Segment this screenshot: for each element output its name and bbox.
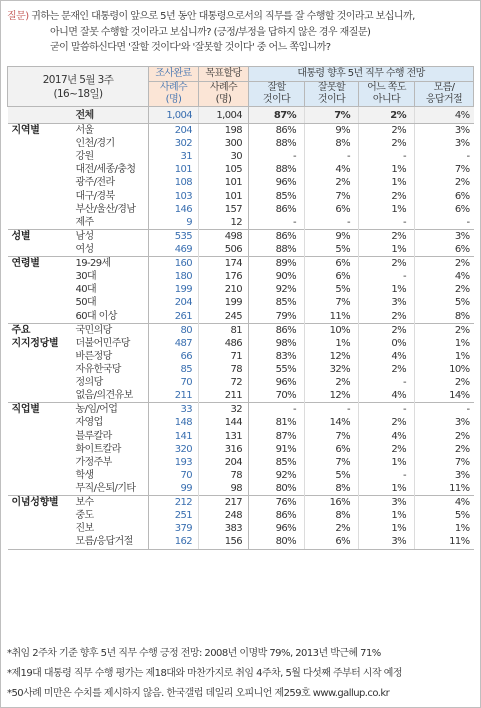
cell-weighted: 174 [199,257,249,271]
row-label: 정의당 [75,377,103,389]
row-label: 모름/응답거절 [72,535,149,549]
cell-dont-know: 7% [415,163,474,176]
cell-bad: 7% [305,190,359,203]
cell-good: 55% [249,363,305,376]
table-row [8,190,474,203]
cell-good: 86% [249,124,305,138]
cell-good: 89% [249,257,305,271]
row-label: 자영업 [75,417,103,429]
group-label: 성별 [8,229,72,243]
cell-good: 96% [249,522,305,535]
cell-sample: 66 [149,350,199,363]
table-row [8,443,474,456]
cell-dont-know: 3% [415,416,474,429]
cell-good: 70% [249,389,305,403]
cell-bad: 6% [305,535,359,549]
cell-sample: 108 [149,176,199,189]
cell-weighted: 211 [199,389,249,403]
cell-good: 92% [249,469,305,482]
cell-neither: - [359,150,415,163]
cell-dont-know: 5% [415,296,474,309]
question-line-3: 굳이 말씀하신다면 '잘할 것이다'와 '잘못할 것이다' 중 어느 쪽입니까? [50,42,331,53]
cell-sample: 320 [149,443,199,456]
cell-bad: - [305,216,359,230]
cell-sample: 1,004 [149,107,199,124]
cell-neither: 1% [359,283,415,296]
table-row [8,124,474,138]
table-row [8,535,474,549]
cell-good: 80% [249,535,305,549]
cell-good: - [249,150,305,163]
table-row [8,310,474,324]
table-row-total [8,107,474,124]
cell-neither: 3% [359,496,415,510]
row-label: 가정주부 [75,456,112,468]
cell-dont-know: 1% [415,522,474,535]
footnotes [7,644,477,704]
cell-weighted: 198 [199,124,249,138]
cell-weighted: 72 [199,376,249,389]
cell-neither: 2% [359,137,415,150]
cell-weighted: 1,004 [199,107,249,124]
cell-good: 79% [249,310,305,324]
cell-neither: 1% [359,243,415,257]
cell-good: - [249,216,305,230]
row-label: 더불어민주당 [75,337,130,349]
group-label: 연령별 [8,257,72,271]
cell-weighted: 498 [199,229,249,243]
cell-neither: 0% [359,337,415,350]
cell-weighted: 245 [199,310,249,324]
table-row [8,216,474,230]
cell-bad: 6% [305,257,359,271]
group-label: 이념성향별 [8,496,72,510]
table-row [8,337,474,350]
table-row [8,363,474,376]
cell-dont-know: 3% [415,124,474,138]
row-label: 60대 이상 [75,310,117,322]
cell-weighted: 101 [199,176,249,189]
cell-neither: - [359,216,415,230]
table-row [8,296,474,309]
cell-dont-know: 3% [415,137,474,150]
cell-good: 80% [249,482,305,496]
table-title: 2017년 5월 3주 [42,73,114,86]
cell-weighted: 131 [199,430,249,443]
row-label: 학생 [75,469,94,481]
cell-dont-know: 1% [415,337,474,350]
cell-bad: 4% [305,163,359,176]
cell-weighted: 101 [199,190,249,203]
cell-bad: 6% [305,270,359,283]
table-row [8,270,474,283]
cell-dont-know: 14% [415,389,474,403]
cell-bad: 7% [305,430,359,443]
cell-bad: 5% [305,469,359,482]
table-body [8,107,474,550]
cell-bad: - [305,150,359,163]
cell-dont-know: 3% [415,229,474,243]
footnote-2: *제19대 대통령 직무 수행 평가는 제18대와 마찬가지로 취임 4주차, 5월 다섯째 주부터 시작 예정 [7,668,402,679]
cell-sample: 85 [149,363,199,376]
cell-weighted: 210 [199,283,249,296]
cell-good: 83% [249,350,305,363]
cell-good: 91% [249,443,305,456]
row-label: 중도 [75,510,94,522]
row-label: 남성 [72,229,149,243]
cell-good: 81% [249,416,305,429]
table-row [8,469,474,482]
row-label: 40대 [75,284,97,296]
cell-sample: 261 [149,310,199,324]
row-label: 화이트칼라 [75,443,121,455]
cell-good: 88% [249,243,305,257]
cell-bad: 8% [305,509,359,522]
cell-bad: 6% [305,203,359,216]
row-label: 인천/경기 [75,138,115,150]
cell-bad: 5% [305,243,359,257]
cell-dont-know: 6% [415,243,474,257]
cell-bad: 2% [305,176,359,189]
group-label: 지역별 [11,125,40,137]
row-label: 보수 [72,496,149,510]
cell-dont-know: 3% [415,469,474,482]
cell-bad: 16% [305,496,359,510]
cell-bad: 9% [305,124,359,138]
cell-bad: 9% [305,229,359,243]
cell-bad: 32% [305,363,359,376]
cell-sample: 103 [149,190,199,203]
cell-neither: 4% [359,389,415,403]
cell-neither: 1% [359,203,415,216]
cell-sample: 80 [149,323,199,337]
cell-neither: 4% [359,430,415,443]
cell-dont-know: 6% [415,203,474,216]
cell-bad: 12% [305,350,359,363]
cell-weighted: 217 [199,496,249,510]
cell-sample: 487 [149,337,199,350]
cell-bad: 2% [305,376,359,389]
cell-weighted: 316 [199,443,249,456]
cell-bad: 12% [305,389,359,403]
cell-sample: 251 [149,509,199,522]
header-weighted: 사례수 (명) [199,82,249,107]
cell-good: 96% [249,376,305,389]
cell-good: 87% [249,107,305,124]
cell-sample: 204 [149,296,199,309]
cell-dont-know: 10% [415,363,474,376]
row-label: 50대 [75,297,97,309]
cell-sample: 141 [149,430,199,443]
cell-good: 88% [249,163,305,176]
cell-sample: 211 [149,389,199,403]
row-label: 바른정당 [75,350,112,362]
table-row [8,456,474,469]
cell-weighted: 78 [199,363,249,376]
table-row [8,229,474,243]
cell-dont-know: 4% [415,270,474,283]
cell-bad: 7% [305,107,359,124]
cell-neither: 2% [359,124,415,138]
cell-dont-know: 7% [415,456,474,469]
cell-weighted: 12 [199,216,249,230]
cell-good: 86% [249,509,305,522]
cell-dont-know: 2% [415,376,474,389]
cell-weighted: 71 [199,350,249,363]
table-title-dates: (16~18일) [53,87,103,100]
cell-good: 86% [249,229,305,243]
cell-sample: 535 [149,229,199,243]
cell-sample: 70 [149,469,199,482]
cell-neither: 1% [359,482,415,496]
row-label: 없음/의견유보 [75,390,133,402]
row-label: 강원 [75,151,94,163]
cell-weighted: 300 [199,137,249,150]
table-row [8,283,474,296]
cell-sample: 148 [149,416,199,429]
row-label: 30대 [75,271,97,283]
cell-good: 88% [249,137,305,150]
row-label: 19-29세 [72,257,149,271]
footnote-3: *50사례 미만은 수치를 제시하지 않음. 한국갤럽 데일리 오피니언 제259호 www.gallup.co.kr [7,688,390,699]
cell-weighted: 157 [199,203,249,216]
cell-bad: 5% [305,283,359,296]
cell-good: 76% [249,496,305,510]
table-row [8,482,474,496]
cell-sample: 101 [149,163,199,176]
cell-sample: 99 [149,482,199,496]
cell-neither: 3% [359,296,415,309]
header-sample: 사례수 (명) [149,82,199,107]
cell-bad: 14% [305,416,359,429]
cell-sample: 31 [149,150,199,163]
cell-neither: - [359,270,415,283]
row-label: 대전/세종/충청 [75,164,136,176]
cell-weighted: 199 [199,296,249,309]
cell-sample: 162 [149,535,199,549]
row-label: 무직/은퇴/기타 [75,483,136,494]
cell-neither: - [359,469,415,482]
cell-sample: 33 [149,403,199,417]
header-outlook-group: 대통령 향후 5년 직무 수행 전망 [249,67,474,82]
cell-good: 86% [249,203,305,216]
cell-dont-know: 1% [415,350,474,363]
cell-weighted: 176 [199,270,249,283]
cell-weighted: 156 [199,535,249,549]
cell-weighted: 81 [199,323,249,337]
cell-neither: 2% [359,310,415,324]
cell-good: 90% [249,270,305,283]
cell-bad: 8% [305,137,359,150]
row-label: 농/임/어업 [72,403,149,417]
row-label: 여성 [75,244,94,256]
cell-bad: 7% [305,456,359,469]
cell-sample: 160 [149,257,199,271]
cell-good: 87% [249,430,305,443]
header-neither: 어느 쪽도 아니다 [359,82,415,107]
row-label: 광주/전라 [75,177,115,189]
group-label: 직업별 [8,403,72,417]
cell-sample: 469 [149,243,199,257]
cell-sample: 212 [149,496,199,510]
cell-neither: - [359,376,415,389]
cell-neither: 2% [359,416,415,429]
header-bad: 잘못할 것이다 [305,82,359,107]
table-row [8,137,474,150]
cell-weighted: 78 [199,469,249,482]
table-row [8,150,474,163]
cell-bad: 11% [305,310,359,324]
cell-neither: 2% [359,443,415,456]
cell-dont-know: 2% [415,283,474,296]
group-label: 주요 [8,323,72,337]
cell-weighted: 98 [199,482,249,496]
header-good: 잘할 것이다 [249,82,305,107]
row-label: 대구/경북 [75,190,115,202]
table-title-cell [8,67,149,107]
cell-neither: 2% [359,257,415,271]
cell-neither: 2% [359,323,415,337]
footnote-1: *취임 2주차 기준 향후 5년 직무 수행 긍정 전망: 2008년 이명박 79%, 2013년 박근혜 71% [7,648,381,659]
cell-sample: 193 [149,456,199,469]
cell-dont-know: 2% [415,176,474,189]
cell-good: 86% [249,323,305,337]
cell-dont-know: 11% [415,535,474,549]
header-dont-know: 모름/ 응답거절 [415,82,474,107]
table-row [8,389,474,403]
cell-neither: 1% [359,176,415,189]
cell-weighted: 144 [199,416,249,429]
cell-bad: 6% [305,443,359,456]
table-row [8,416,474,429]
header-weighted-group: 목표할당 [199,67,249,82]
cell-dont-know: - [415,403,474,417]
cell-neither: 2% [359,363,415,376]
row-label: 전체 [72,107,149,124]
cell-sample: 204 [149,124,199,138]
question-line-1: 질문) 귀하는 문재인 대통령이 앞으로 5년 동안 대통령으로서의 직무를 잘 수행할 것이라고 보십니까, [7,11,415,22]
results-table [7,66,474,550]
cell-dont-know: 2% [415,430,474,443]
cell-dont-know: 2% [415,443,474,456]
cell-weighted: 105 [199,163,249,176]
cell-neither: 4% [359,350,415,363]
cell-weighted: 248 [199,509,249,522]
cell-good: 85% [249,190,305,203]
cell-neither: 2% [359,190,415,203]
table-row [8,376,474,389]
cell-neither: 1% [359,163,415,176]
group-label-line2: 지지정당별 [11,337,59,349]
cell-bad: 7% [305,296,359,309]
cell-bad: 1% [305,337,359,350]
cell-dont-know: - [415,150,474,163]
table-row [8,403,474,417]
row-label: 진보 [75,523,94,535]
cell-neither: 2% [359,229,415,243]
cell-dont-know: 4% [415,107,474,124]
cell-sample: 146 [149,203,199,216]
row-label: 제주 [75,216,94,228]
cell-sample: 199 [149,283,199,296]
cell-sample: 302 [149,137,199,150]
cell-bad: 2% [305,522,359,535]
cell-good: 96% [249,176,305,189]
table-row [8,350,474,363]
cell-weighted: 383 [199,522,249,535]
cell-weighted: 506 [199,243,249,257]
cell-bad: 10% [305,323,359,337]
table-row [8,509,474,522]
cell-weighted: 486 [199,337,249,350]
row-label: 국민의당 [72,323,149,337]
cell-dont-know: 4% [415,496,474,510]
cell-good: 85% [249,296,305,309]
cell-sample: 379 [149,522,199,535]
row-label: 부산/울산/경남 [75,203,136,215]
cell-neither: 1% [359,522,415,535]
cell-sample: 180 [149,270,199,283]
row-label: 서울 [75,125,94,137]
cell-good: 98% [249,337,305,350]
row-label: 블루칼라 [75,430,112,442]
cell-neither: 1% [359,456,415,469]
cell-dont-know: 6% [415,190,474,203]
table-row [8,257,474,271]
cell-dont-know: 11% [415,482,474,496]
cell-neither: 3% [359,535,415,549]
cell-dont-know: 2% [415,257,474,271]
question-text [7,9,477,56]
cell-dont-know: 5% [415,509,474,522]
cell-dont-know: 2% [415,323,474,337]
table-row [8,496,474,510]
cell-sample: 70 [149,376,199,389]
cell-good: - [249,403,305,417]
table-row [8,203,474,216]
table-row [8,163,474,176]
table-row [8,176,474,189]
cell-weighted: 30 [199,150,249,163]
cell-bad: - [305,403,359,417]
question-line-2: 아니면 잘못 수행할 것이라고 보십니까? (긍정/부정을 답하지 않은 경우 재질문) [50,26,371,38]
question-label: 질문) [7,11,29,22]
cell-neither: 1% [359,509,415,522]
cell-dont-know: - [415,216,474,230]
cell-neither: 2% [359,107,415,124]
header-sample-group: 조사완료 [149,67,199,82]
table-row [8,243,474,257]
row-label: 자유한국당 [75,364,121,376]
cell-sample: 9 [149,216,199,230]
cell-weighted: 204 [199,456,249,469]
table-row [8,522,474,535]
cell-dont-know: 8% [415,310,474,324]
table-row [8,323,474,337]
cell-good: 85% [249,456,305,469]
cell-bad: 8% [305,482,359,496]
table-row [8,430,474,443]
cell-good: 92% [249,283,305,296]
cell-neither: - [359,403,415,417]
cell-weighted: 32 [199,403,249,417]
